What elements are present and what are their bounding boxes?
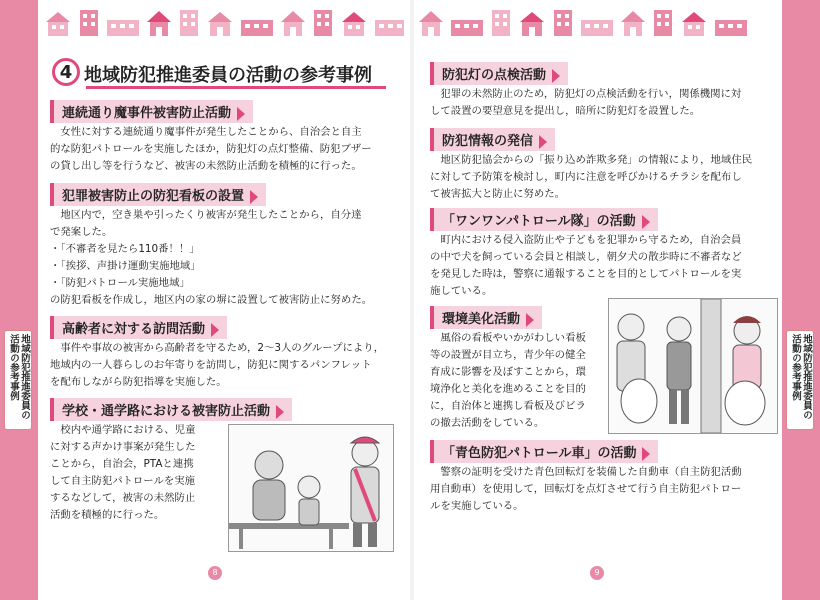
page-number: 8 [208, 566, 222, 580]
list-item: ・「不審者を見たら110番！！」 [50, 243, 200, 255]
section-heading: 学校・通学路における被害防止活動 [50, 398, 292, 421]
section-heading: 犯罪被害防止の防犯看板の設置 [50, 183, 266, 206]
bullet-list [50, 241, 201, 292]
page-title-block [50, 56, 390, 90]
section-heading: 防犯情報の発信 [430, 128, 555, 151]
section-heading: 環境美化活動 [430, 306, 542, 329]
house-icon [178, 8, 200, 36]
right-margin-bar [782, 0, 820, 600]
section-body: 校内や通学路における、児童 に対する声かけ事案が発生した ことから，自治会，PTAと連携 して自主防犯パトロールを実施 するなどして，被害の未然防止 活動を積極的に行った。 [50, 424, 196, 521]
cleanup-illustration [608, 298, 778, 434]
house-icon [552, 8, 574, 36]
section-body: 町内における侵入盗防止や子どもを犯罪から守るため，自治会員 の中で犬を飼っている会員と相談し，朝夕犬の散歩時に不審者など を発見した時は，警察に通報することを目的としてパトロールを実 施している。 [430, 234, 742, 297]
house-icon [714, 16, 748, 36]
house-icon [78, 8, 100, 36]
patrol-illustration [228, 424, 394, 552]
page-number: 9 [590, 566, 604, 580]
list-item: ・「挨拶、声掛け運動実施地域」 [50, 260, 201, 272]
page-title: 地域防犯推進委員の活動の参考事例 [84, 65, 372, 86]
section-body: の防犯看板を作成し，地区内の家の塀に設置して被害防止に努めた。 [50, 294, 373, 306]
section-heading: 高齢者に対する訪問活動 [50, 316, 227, 339]
house-row-decoration-right [418, 8, 778, 36]
house-icon [518, 10, 546, 36]
house-icon [44, 10, 72, 36]
section-heading: 「ワンワンパトロール隊」の活動 [430, 208, 658, 231]
section-body: 風俗の看板やいかがわしい看板 等の設置が目立ち，青少年の健全 育成に影響を及ぼすことから，環 境浄化と美化を進めることを目的 に，自治体と連携し看板及びビラ の撤去活動をしている。 [430, 332, 586, 429]
house-icon [240, 16, 274, 36]
title-number-badge: 4 [52, 58, 80, 86]
section-body: 地区内で，空き巣や引ったくり被害が発生したことから，自分達 で発案した。 [50, 209, 362, 238]
title-underline [86, 86, 386, 89]
section-heading: 連続通り魔事件被害防止活動 [50, 100, 253, 123]
house-icon [340, 10, 368, 36]
house-icon [374, 16, 404, 36]
list-item: ・「防犯パトロール実施地域」 [50, 277, 190, 289]
section-body: 事件や事故の被害から高齢者を守るため，2～3人のグループにより， 地域内の一人暮らしのお年寄りを訪問し，防犯に関するパンフレット を配布しながら防犯指導を実施した。 [50, 342, 385, 388]
house-icon [146, 10, 172, 36]
house-icon [652, 8, 674, 36]
section-heading: 防犯灯の点検活動 [430, 62, 568, 85]
house-icon [106, 16, 140, 36]
left-margin-bar [0, 0, 38, 600]
side-tab-right: 地域防犯推進委員の活動の参考事例 [786, 330, 814, 430]
section-body: 地区防犯協会からの「振り込め詐欺多発」の情報により，地域住民 に対して予防策を検討し，町内に注意を呼びかけるチラシを配布し て被害拡大と防止に努めた。 [430, 154, 753, 200]
house-icon [280, 10, 306, 36]
house-icon [312, 8, 334, 36]
section-body: 警察の証明を受けた青色回転灯を装備した自動車（自主防犯活動 用自動車）を使用して，回転灯を点灯させて行う自主防犯パトロー ルを実施している。 [430, 466, 742, 512]
section-body: 犯罪の未然防止のため，防犯灯の点検活動を行い，関係機関に対 して設置の要望意見を提出し，暗所に防犯灯を設置した。 [430, 88, 742, 117]
house-icon [620, 10, 646, 36]
side-tab-left: 地域防犯推進委員の活動の参考事例 [4, 330, 32, 430]
house-row-decoration-left [44, 8, 404, 36]
section-body: 女性に対する連続通り魔事件が発生したことから、自治会と自主 的な防犯パトロールを実施したほか，防犯灯の点灯整備、防犯ブザー の貸し出し等を行うなど、被害の未然防止活動を積極的に行った。 [50, 126, 372, 172]
house-icon [450, 16, 484, 36]
house-icon [206, 10, 234, 36]
house-icon [418, 10, 444, 36]
page-gutter [410, 0, 414, 600]
house-icon [490, 8, 512, 36]
house-icon [680, 10, 708, 36]
house-icon [580, 16, 614, 36]
section-heading: 「青色防犯パトロール車」の活動 [430, 440, 658, 463]
